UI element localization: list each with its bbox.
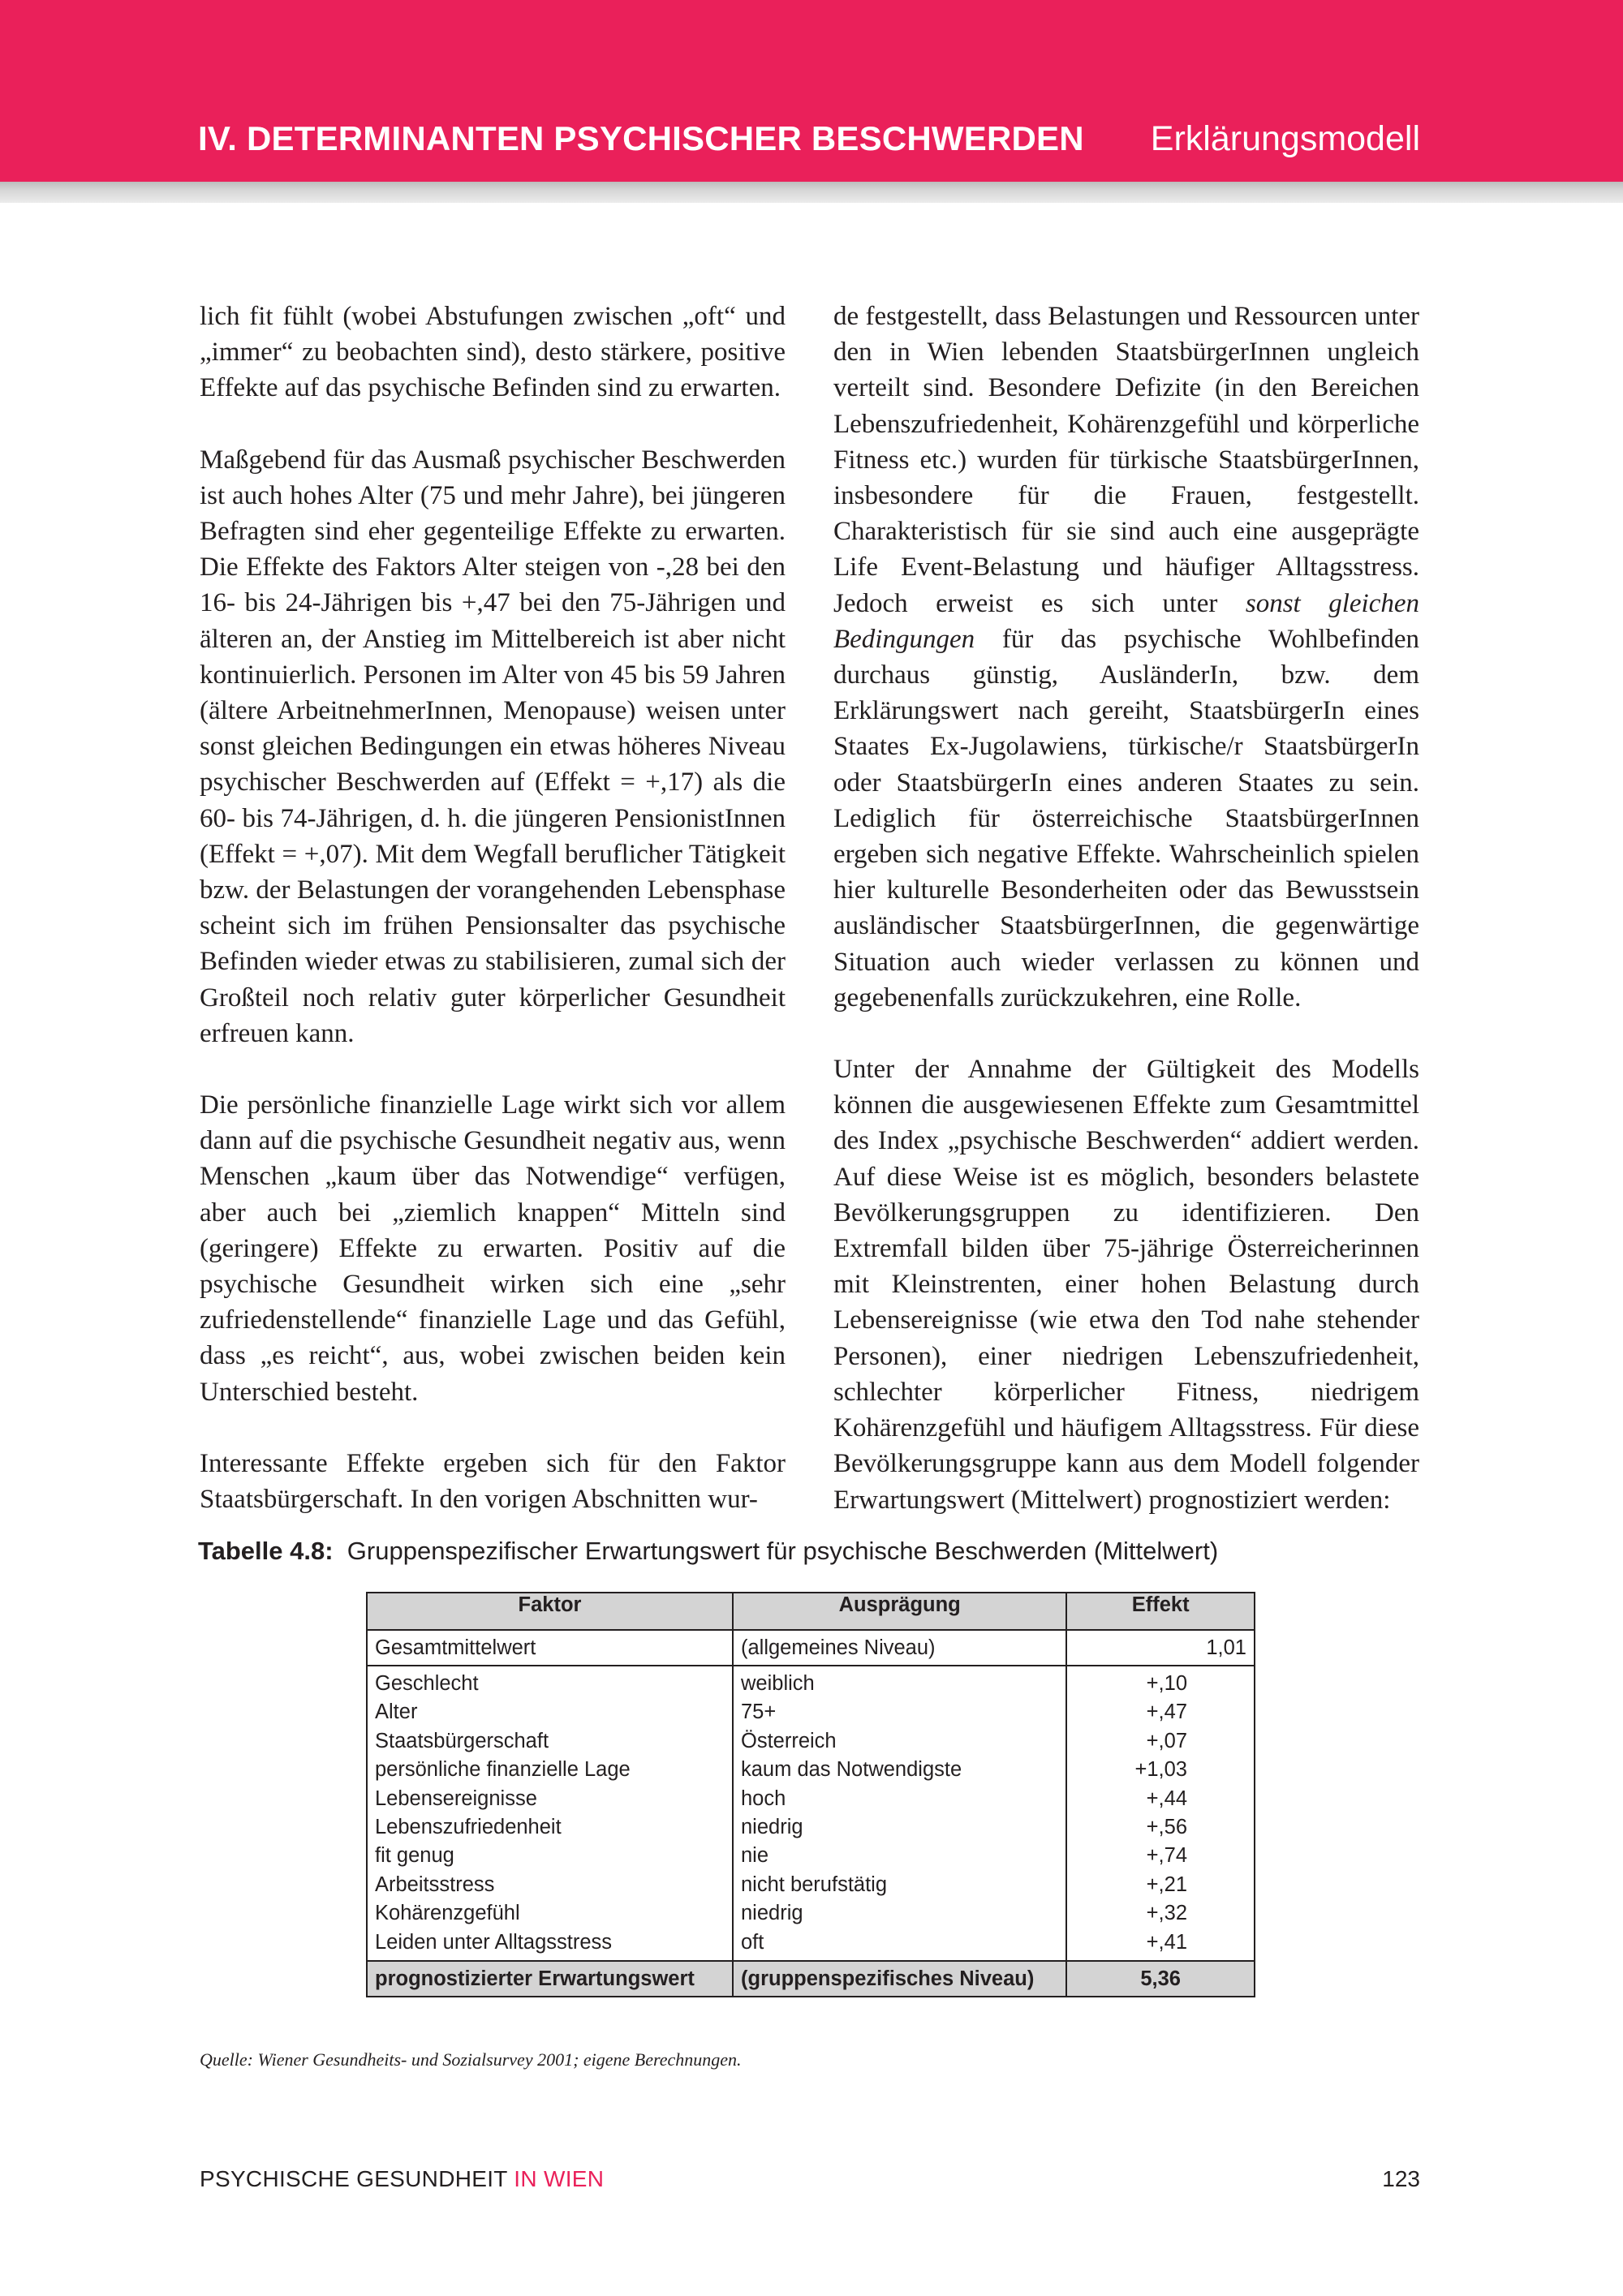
cell-auspraegung: 75+: [741, 1701, 777, 1724]
paragraph: Die persönliche finanzielle Lage wirkt sich vor allem dann auf die psychische Gesundheit negativ aus, wenn Menschen „kaum über das Notwendige“ verfügen, aber auch bei „ziemlich knappen“ Mitteln sind (geringere) Effekte zu erwarten. Positiv auf die psychische Gesundheit wirken sich eine „sehr zufriedenstellende“ finanzielle Lage und das Gefühl, dass „es reicht“, aus, wobei zwischen beiden kein Unterschied besteht.: [200, 1090, 786, 1407]
cell-effekt: +,74: [1146, 1844, 1187, 1868]
cell-auspraegung: niedrig: [741, 1815, 803, 1838]
cell-faktor: Kohärenzgefühl: [375, 1902, 520, 1925]
paragraph: [833, 299, 1419, 1016]
table-row-gesamt: [367, 1630, 1255, 1666]
cell-auspraegung: niedrig: [741, 1902, 803, 1925]
table-header-row: [367, 1593, 1255, 1630]
table-caption: [198, 1538, 1218, 1563]
cell-effekt: +,10: [1146, 1672, 1187, 1695]
table-source: Quelle: Wiener Gesundheits- und Sozialsurvey 2001; eigene Berechnungen.: [200, 2049, 742, 2070]
column-header-effekt: Effekt: [1066, 1593, 1255, 1630]
page-number: 123: [1382, 2166, 1420, 2191]
table-caption-text: Gruppenspezifischer Erwartungswert für psychische Beschwerden (Mittelwert): [347, 1537, 1219, 1565]
cell-effekt: +,44: [1146, 1786, 1187, 1810]
cell-auspraegung: nicht berufstätig: [741, 1872, 888, 1896]
cell-auspraegung: (allgemeines Niveau): [733, 1630, 1066, 1666]
section-label: Erklärungsmodell: [1150, 119, 1420, 158]
cell-effekt: +,56: [1146, 1815, 1187, 1838]
cell-auspraegung: oft: [741, 1930, 764, 1954]
column-header-faktor: Faktor: [367, 1593, 733, 1630]
emphasis-text: sonst gleichen Bedingungen: [833, 588, 1419, 654]
footer-title-main: PSYCHISCHE GESUNDHEIT: [200, 2166, 508, 2191]
chapter-title: IV. DETERMINANTEN PSYCHISCHER BESCHWERDEN: [198, 119, 1084, 157]
cell-effekt: 5,36: [1066, 1961, 1255, 1997]
cell-effekt: +,07: [1146, 1729, 1187, 1752]
cell-faktor: Geschlecht: [375, 1672, 479, 1695]
cell-auspraegung: kaum das Notwendigste: [741, 1758, 962, 1782]
cell-auspraegung: Österreich: [741, 1729, 837, 1752]
header-bar: [0, 0, 1623, 182]
footer-title: [200, 2168, 604, 2191]
cell-faktor: fit genug: [375, 1844, 454, 1868]
paragraph: Maßgebend für das Ausmaß psychischer Beschwerden ist auch hohes Alter (75 und mehr Jahre), bei jüngeren Befragten sind eher gegenteilige Effekte zu erwarten. Die Effekte des Faktors Alter steigen von -,28 bei den 16- bis 24-Jährigen bis +,47 bei den 75-Jährigen und älteren an, der Anstieg im Mittelbereich ist aber nicht kontinuierlich. Personen im Alter von 45 bis 59 Jahren (ältere ArbeitnehmerInnen, Menopause) weisen unter sonst gleichen Bedingungen ein etwas höheres Niveau psychischer Beschwerden auf (Effekt = +,17) als die 60- bis 74-Jährigen, d. h. die jüngeren PensionistInnen (Effekt = +,07). Mit dem Wegfall beruflicher Tätigkeit bzw. der Belastungen der vorangehenden Lebensphase scheint sich im frühen Pensionsalter das psychische Befinden wieder etwas zu stabilisieren, zumal sich der Großteil noch relativ guter körperlicher Gesundheit erfreuen kann.: [200, 445, 786, 1048]
cell-effekt: +1,03: [1134, 1758, 1187, 1782]
cell-auspraegung: (gruppenspezifisches Niveau): [733, 1961, 1066, 1997]
cell-faktor: Lebensereignisse: [375, 1786, 537, 1810]
data-table: [366, 1592, 1255, 1997]
cell-faktor: persönliche finanzielle Lage: [375, 1758, 631, 1782]
cell-faktor: Gesamtmittelwert: [367, 1630, 733, 1666]
cell-effekt: +,32: [1146, 1902, 1187, 1925]
cell-auspraegung-list: [733, 1666, 1066, 1961]
table-caption-label: Tabelle 4.8:: [198, 1537, 334, 1565]
table-row-group: [367, 1666, 1255, 1961]
header-divider: [0, 182, 1623, 203]
cell-effekt: +,41: [1146, 1930, 1187, 1954]
table-row-total: [367, 1961, 1255, 1997]
cell-effekt: +,21: [1146, 1872, 1187, 1896]
text-run: de festgestellt, dass Belastungen und Ressourcen unter den in Wien lebenden StaatsbürgerInnen ungleich verteilt sind. Besondere Defizite (in den Bereichen Lebenszufriedenheit, Kohärenzgefühl und körperliche Fitness etc.) wurden für türkische StaatsbürgerInnen, insbesondere für die Frauen, festgestellt. Charakteristisch für sie sind auch eine ausgeprägte Life Event-Belastung und häufiger Alltagsstress. Jedoch erweist es sich unter: [833, 302, 1419, 618]
cell-faktor: Leiden unter Alltagsstress: [375, 1930, 613, 1954]
paragraph: Interessante Effekte ergeben sich für den Faktor Staatsbürgerschaft. In den vorigen Abschnitten wur-: [200, 1448, 786, 1515]
cell-faktor: Arbeitsstress: [375, 1872, 495, 1896]
cell-faktor: Lebenszufriedenheit: [375, 1815, 562, 1838]
right-column: [833, 299, 1419, 1554]
text-run: für das psychische Wohlbefinden durchaus günstig, AusländerIn, bzw. dem Erklärungswert nach gereiht, StaatsbürgerIn eines Staates Ex-Jugolawiens, türkische/r StaatsbürgerIn oder StaatsbürgerIn eines anderen Staates zu sein. Lediglich für österreichische StaatsbürgerInnen ergeben sich negative Effekte. Wahrscheinlich spielen hier kulturelle Besonderheiten oder das Bewusstsein ausländischer StaatsbürgerInnen, die gegenwärtige Situation auch wieder verlassen zu können und gegebenenfalls zurückzukehren, eine Rolle.: [833, 624, 1419, 1013]
cell-auspraegung: weiblich: [741, 1672, 815, 1695]
column-header-auspraegung: Ausprägung: [733, 1593, 1066, 1630]
cell-auspraegung: nie: [741, 1844, 769, 1868]
cell-effekt: +,47: [1146, 1701, 1187, 1724]
paragraph: lich fit fühlt (wobei Abstufungen zwischen „oft“ und „immer“ zu beobachten sind), desto stärkere, positive Effekte auf das psychische Befinden sind zu erwarten.: [200, 302, 786, 403]
left-column: [200, 299, 786, 1553]
cell-faktor: prognostizierter Erwartungswert: [367, 1961, 733, 1997]
cell-effekt-list: [1066, 1666, 1255, 1961]
paragraph: Unter der Annahme der Gültigkeit des Modells können die ausgewiesenen Effekte zum Gesamtmittel des Index „psychische Beschwerden“ addiert werden. Auf diese Weise ist es möglich, besonders belastete Bevölkerungsgruppen zu identifizieren. Den Extremfall bilden über 75-jährige Österreicherinnen mit Kleinstrenten, einer hohen Belastung durch Lebensereignisse (wie etwa den Tod nahe stehender Personen), einer niedrigen Lebenszufriedenheit, schlechter körperlicher Fitness, niedrigem Kohärenzgefühl und häufigem Alltagsstress. Für diese Bevölkerungsgruppe kann aus dem Modell folgender Erwartungswert (Mittelwert) prognostiziert werden:: [833, 1055, 1419, 1515]
cell-faktor: Staatsbürgerschaft: [375, 1729, 549, 1752]
cell-effekt: 1,01: [1066, 1630, 1255, 1666]
footer-title-accent: IN WIEN: [514, 2166, 605, 2191]
cell-auspraegung: hoch: [741, 1786, 786, 1810]
cell-faktor-list: [367, 1666, 733, 1961]
cell-faktor: Alter: [375, 1701, 418, 1724]
